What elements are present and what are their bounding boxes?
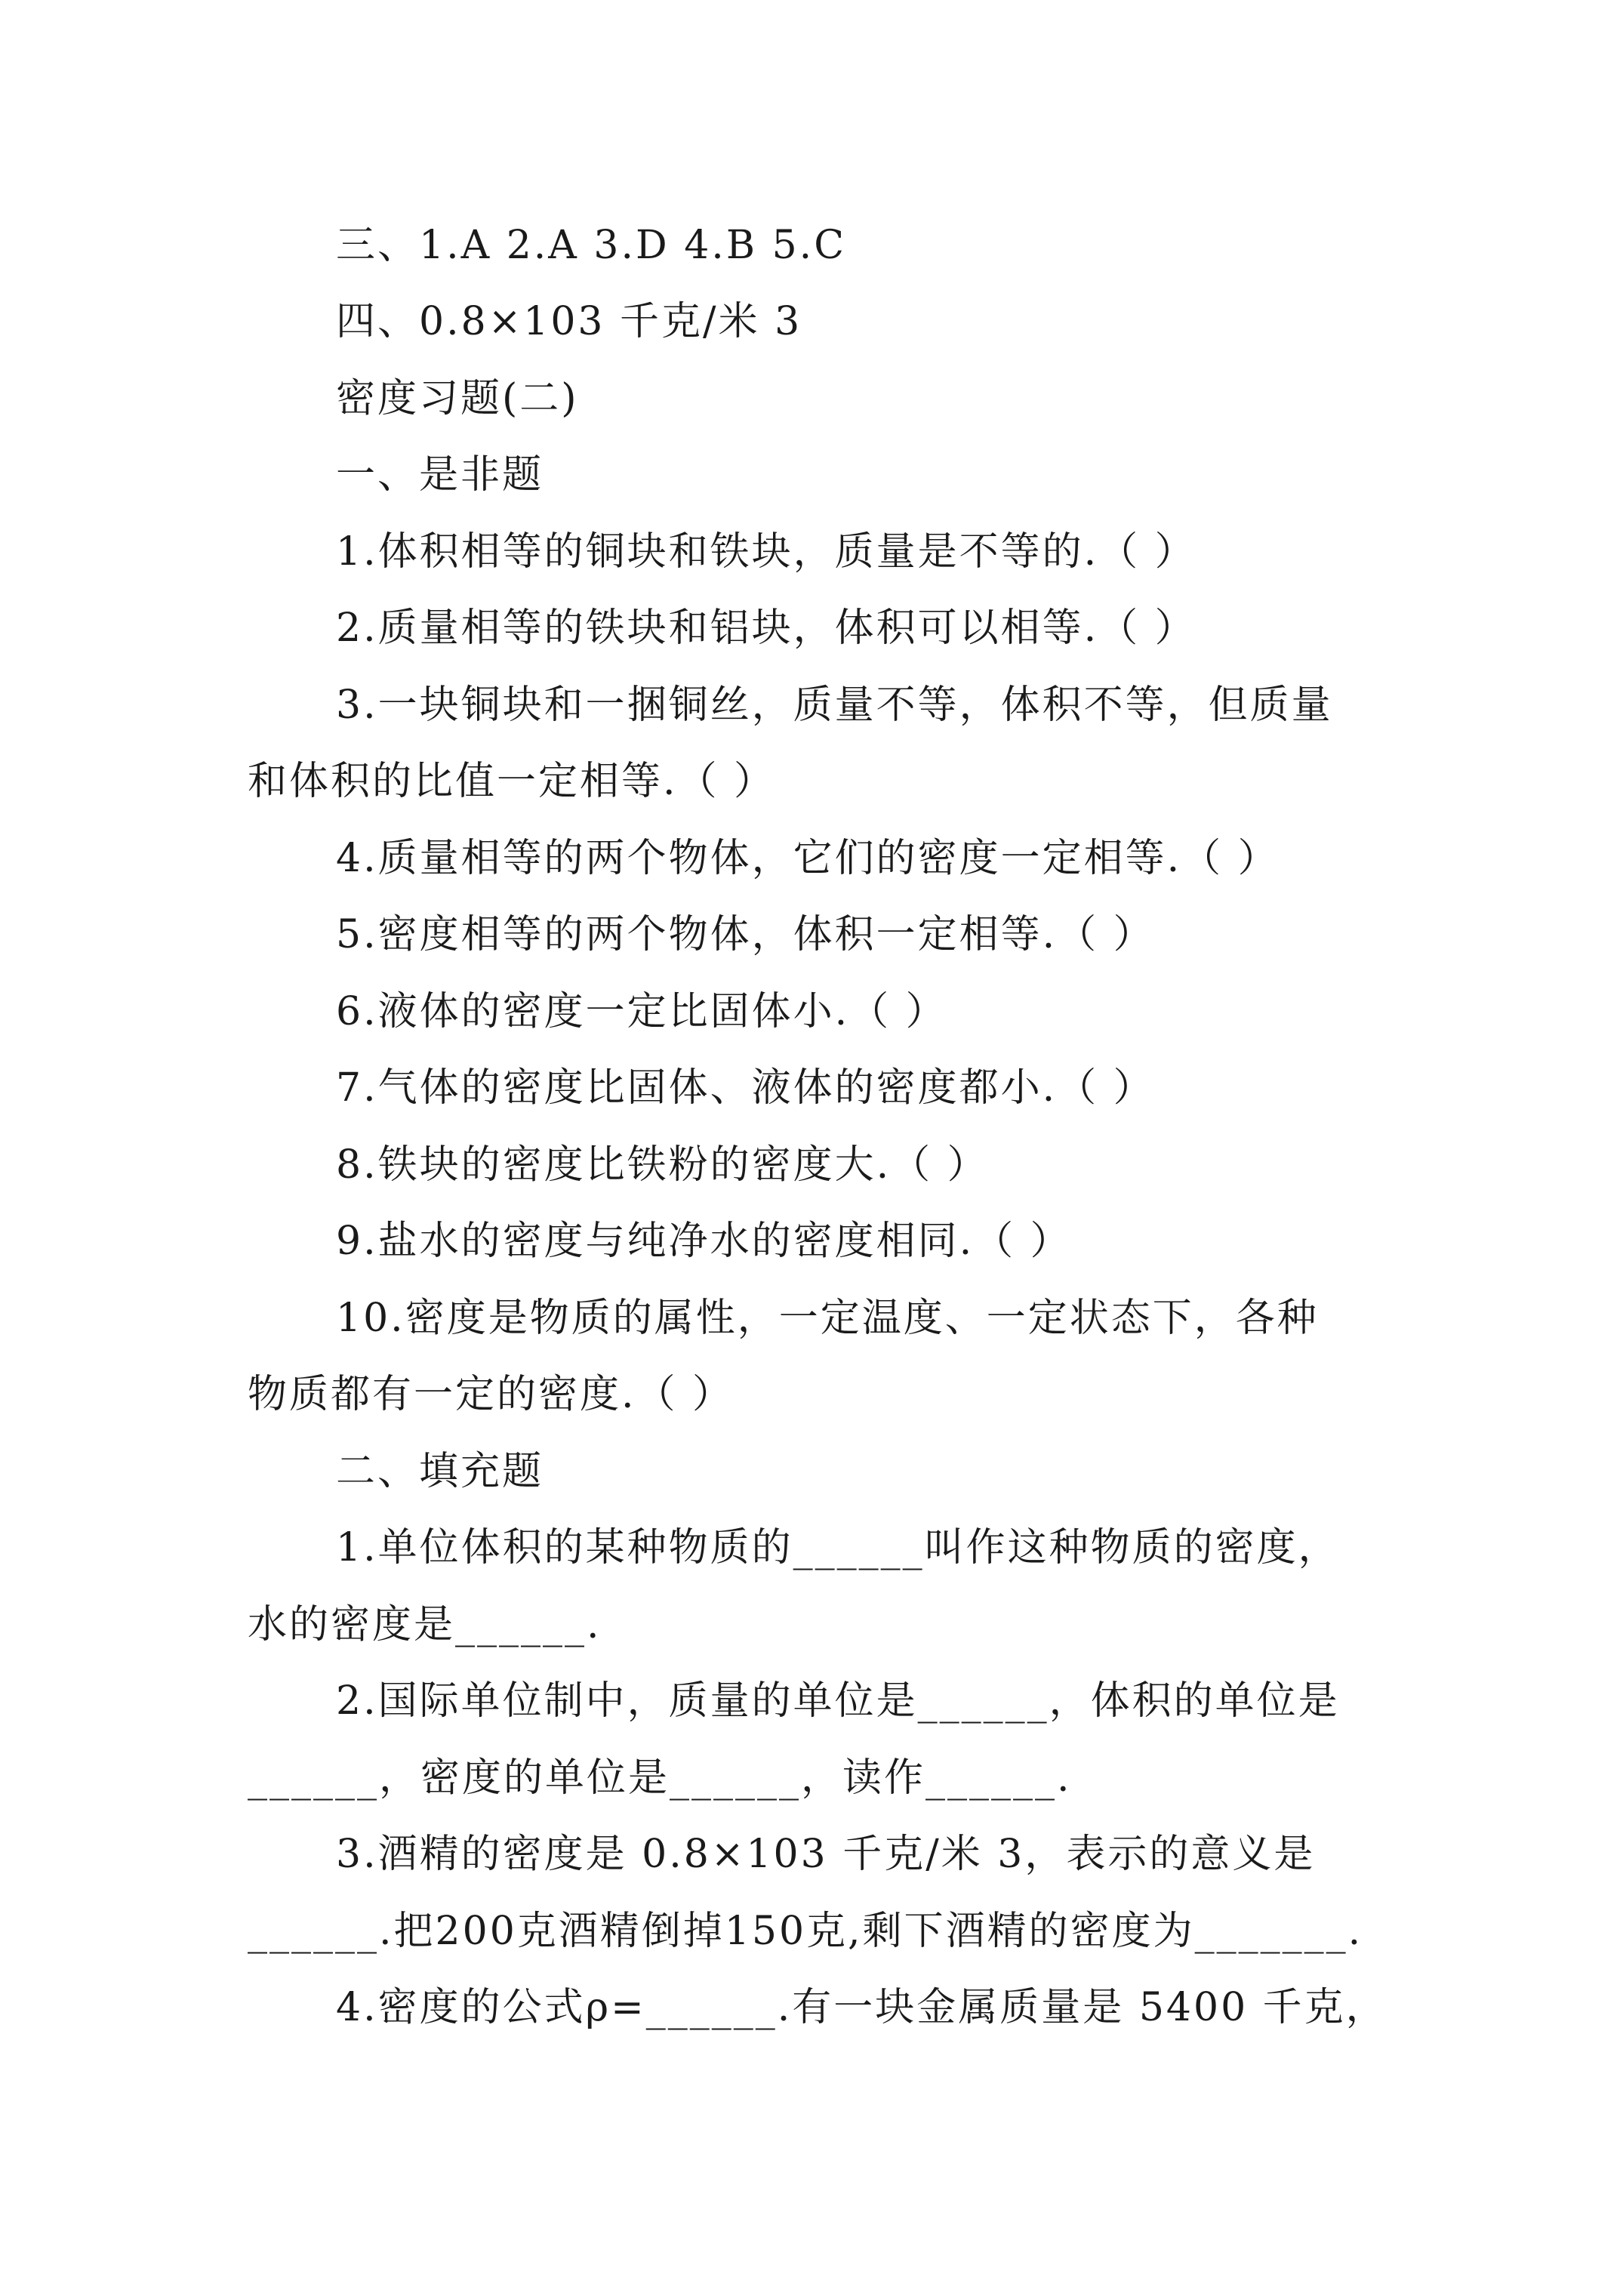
fill-blank-item-4-line-1: 4.密度的公式ρ=______.有一块金属质量是 5400 千克， <box>336 1985 1387 2030</box>
true-false-item-9: 9.盐水的密度与纯净水的密度相同.（ ） <box>336 1219 1072 1264</box>
true-false-item-7: 7.气体的密度比固体、液体的密度都小.（ ） <box>336 1065 1155 1111</box>
answer-part-3: 三、1.A 2.A 3.D 4.B 5.C <box>336 223 846 268</box>
answer-part-4: 四、0.8×103 千克/米 3 <box>336 299 802 344</box>
fill-blank-item-3-line-1: 3.酒精的密度是 0.8×103 千克/米 3，表示的意义是 <box>336 1832 1316 1877</box>
fill-blank-item-3-line-2: ______.把200克酒精倒掉150克,剩下酒精的密度为_______. <box>248 1909 1363 1954</box>
true-false-item-3-line-1: 3.一块铜块和一捆铜丝，质量不等，体积不等，但质量 <box>336 683 1333 728</box>
true-false-item-4: 4.质量相等的两个物体，它们的密度一定相等.（ ） <box>336 836 1280 881</box>
true-false-item-10-line-1: 10.密度是物质的属性，一定温度、一定状态下，各种 <box>336 1296 1319 1341</box>
true-false-item-8: 8.铁块的密度比铁粉的密度大.（ ） <box>336 1142 989 1188</box>
fill-blank-item-1-line-2: 水的密度是______. <box>248 1602 602 1647</box>
true-false-item-1: 1.体积相等的铜块和铁块，质量是不等的.（ ） <box>336 529 1196 575</box>
true-false-item-10-line-2: 物质都有一定的密度.（ ） <box>248 1372 735 1417</box>
true-false-item-6: 6.液体的密度一定比固体小.（ ） <box>336 989 947 1034</box>
true-false-heading: 一、是非题 <box>336 452 544 498</box>
fill-blank-heading: 二、填充题 <box>336 1449 544 1494</box>
true-false-item-3-line-2: 和体积的比值一定相等.（ ） <box>248 759 776 804</box>
fill-blank-item-2-line-1: 2.国际单位制中，质量的单位是______，体积的单位是 <box>336 1678 1340 1724</box>
fill-blank-item-2-line-2: ______，密度的单位是______，读作______. <box>248 1755 1072 1801</box>
true-false-item-5: 5.密度相等的两个物体，体积一定相等.（ ） <box>336 912 1155 957</box>
exercise-title: 密度习题(二) <box>336 376 579 421</box>
fill-blank-item-1-line-1: 1.单位体积的某种物质的______叫作这种物质的密度， <box>336 1525 1340 1570</box>
true-false-item-2: 2.质量相等的铁块和铝块，体积可以相等.（ ） <box>336 606 1196 651</box>
